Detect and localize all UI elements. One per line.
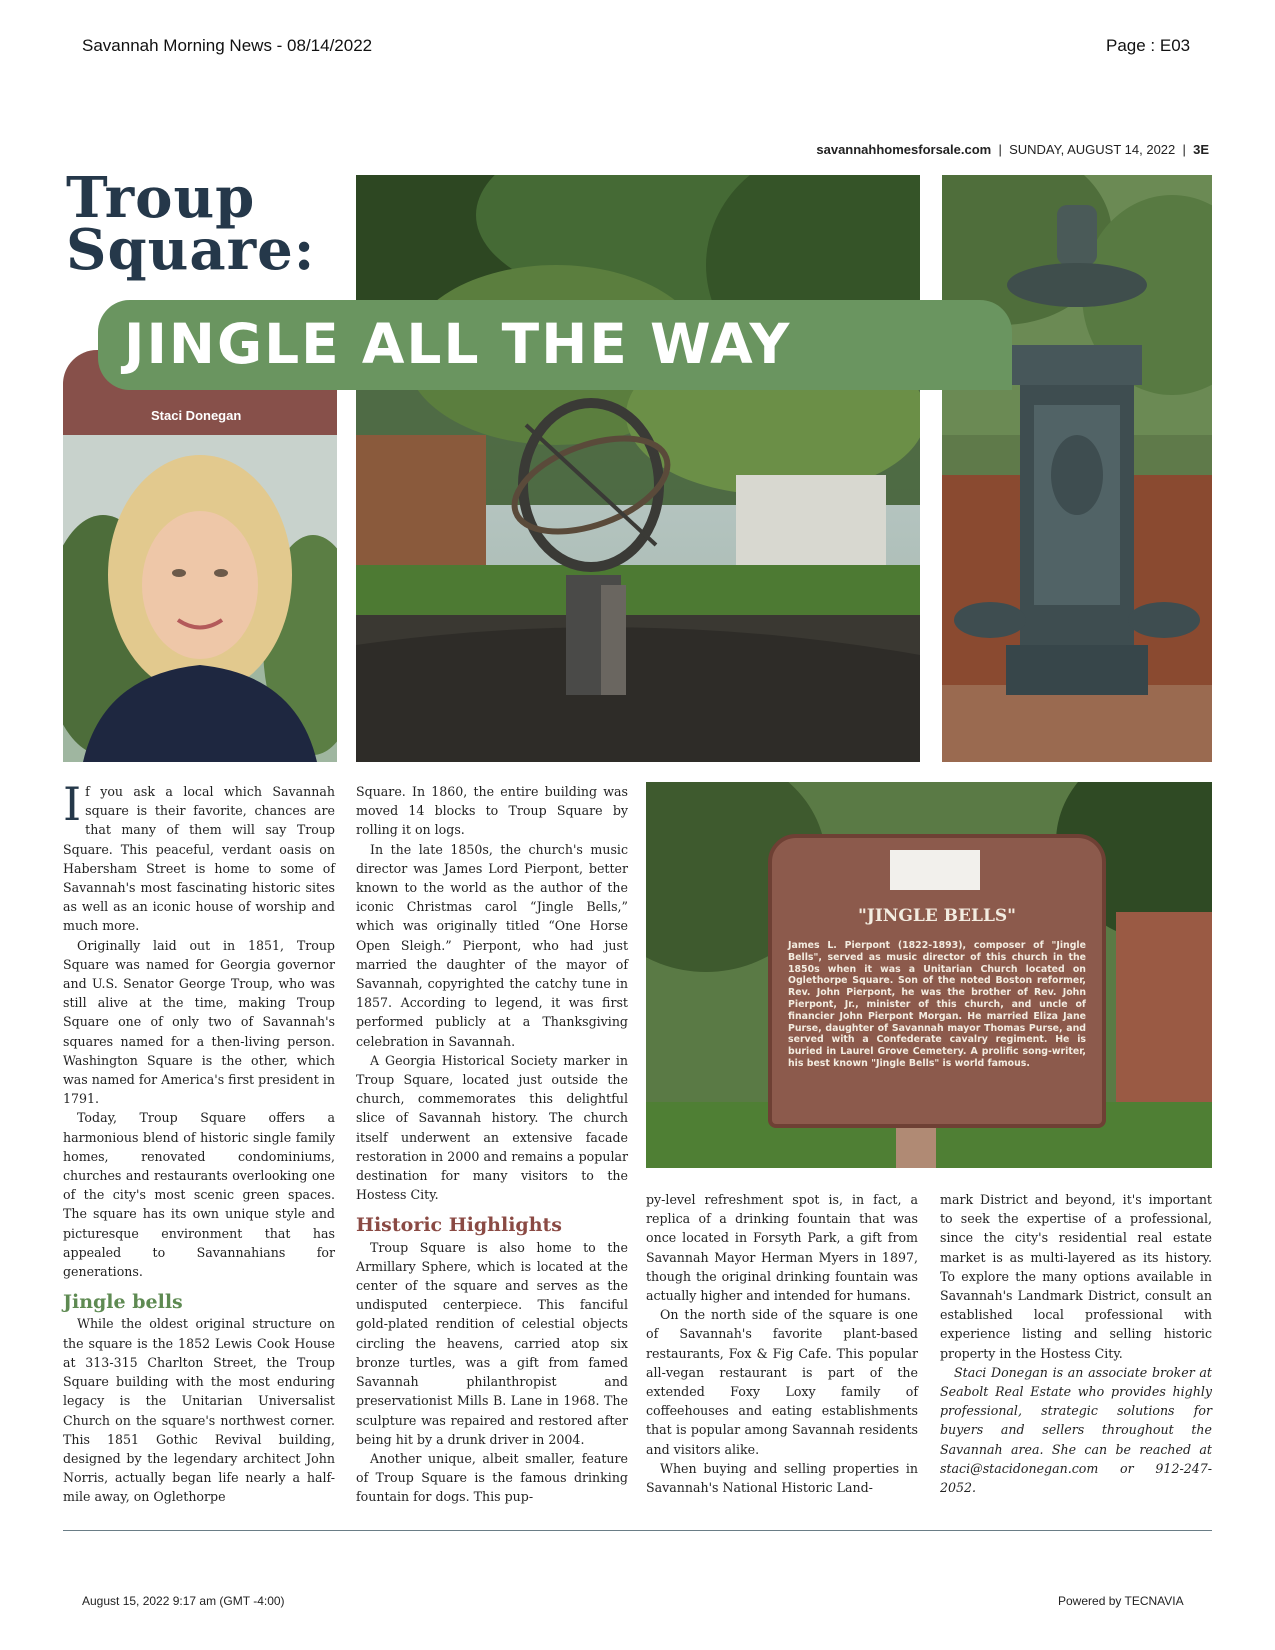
marker-sleigh-image <box>890 850 980 890</box>
paragraph-11: On the north side of the square is one of Savannah's favorite plant-based restaurants, Fox & Fig Cafe. This popular all-vegan restaurant is part of the extended Foxy Loxy family of coffeehouses and eating establishments that is popular among Savannah residents and visitors alike. <box>646 1307 918 1457</box>
headline-line1: Troup <box>66 165 256 231</box>
topline-site: savannahhomesforsale.com <box>816 142 992 157</box>
article-column-4 <box>940 1190 1212 1497</box>
paragraph-8: Troup Square is also home to the Armillary Sphere, which is located at the center of the square and serves as the undisputed centerpiece. This fanciful gold-plated rendition of celestial objects circling the heavens, carried atop six bronze turtles, was a gift from famed Savannah philanthropist and preservationist Mills B. Lane in 1968. The sculpture was repaired and restored after being hit by a drunk driver in 2004. <box>356 1239 628 1447</box>
headline-banner <box>98 300 1012 390</box>
paragraph-6: In the late 1850s, the church's music director was James Lord Pierpont, better known to the world as the author of the iconic Christmas carol “Jingle Bells,” which was originally titled “One Horse Open Sleigh.” Pierpont, who had just married the daughter of the mayor of Savannah, copyrighted the catchy tune in 1857. According to legend, it was first performed publicly at a Thanksgiving celebration in Savannah. <box>356 841 628 1049</box>
paragraph-10: py-level refreshment spot is, in fact, a replica of a drinking fountain that was once located in Forsyth Park, a gift from Savannah Mayor Herman Myers in 1897, though the original drinking fountain was actually higher and intended for humans. <box>646 1192 918 1304</box>
photo-armillary-sphere <box>356 175 920 762</box>
marker-plaque <box>768 834 1106 1128</box>
headline-banner-text: JINGLE ALL THE WAY <box>124 312 792 376</box>
paragraph-5: Square. In 1860, the entire building was moved 14 blocks to Troup Square by rolling it on logs. <box>356 784 628 838</box>
footer-powered-by: Powered by TECNAVIA <box>1058 1594 1184 1608</box>
paragraph-2: Originally laid out in 1851, Troup Square was named for Georgia governor and U.S. Senator George Troup, who was still alive at the time, making Troup Square one of only two of Savannah's squares named for a then-living person. Washington Square is the other, which was named for America's first president in 1791. <box>63 937 335 1107</box>
armillary-sphere-illustration <box>356 175 920 762</box>
marker-text: James L. Pierpont (1822-1893), composer of "Jingle Bells", served as music director of this church in the 1850s when it was a Unitarian Church located on Oglethorpe Square. Son of the noted Boston reformer, Rev. John Pierpont, he was the brother of Rev. John Pierpont, Jr., minister of this church, and uncle of financier John Pierpont Morgan. He married Eliza Jane Purse, daughter of Savannah mayor Thomas Purse, and served with a Confederate cavalry regiment. He is buried in Laurel Grove Cemetery. A prolific song-writer, his best known "Jingle Bells" is world famous. <box>788 940 1086 1069</box>
author-bio: Staci Donegan is an associate broker at Seabolt Real Estate who provides highly professional, strategic solutions for buyers and sellers throughout the Savannah area. She can be reached at staci@stacidonegan.com or 912-247-2052. <box>940 1364 1212 1496</box>
subhead-historic-highlights: Historic Highlights <box>356 1214 563 1237</box>
byline-author: Staci Donegan <box>151 408 242 423</box>
topline-date: SUNDAY, AUGUST 14, 2022 <box>1009 142 1176 157</box>
dropcap: I <box>63 777 82 831</box>
paragraph-7: A Georgia Historical Society marker in Troup Square, located just outside the church, commemorates this delightful slice of Savannah history. The church itself underwent an extensive facade restoration in 2000 and remains a popular destination for many visitors to the Hostess City. <box>356 1052 628 1203</box>
footer-timestamp: August 15, 2022 9:17 am (GMT -4:00) <box>82 1594 285 1608</box>
photo-drinking-fountain <box>942 175 1212 762</box>
article-column-2 <box>356 782 628 1507</box>
paragraph-4: While the oldest original structure on the square is the 1852 Lewis Cook House at 313-315 Charlton Street, the Troup Square building with the most enduring legacy is the Unitarian Universalist Church on the square's northwest corner. This 1851 Gothic Revival building, designed by the legendary architect John Norris, actually began life nearly a half-mile away, on Oglethorpe <box>63 1316 335 1505</box>
headline-line2: Square: <box>66 217 316 283</box>
paragraph-1: f you ask a local which Savannah square is their favorite, chances are that many of them will say Troup Square. This peaceful, verdant oasis on Habersham Street is home to some of Savannah's most fascinating historic sites as well as an iconic house of worship and much more. <box>63 784 335 934</box>
paragraph-3: Today, Troup Square offers a harmonious blend of historic single family homes, renovated condominiums, churches and restaurants overlooking one of the city's most scenic green spaces. The square has its own unique style and picturesque environment that has appealed to Savannahians for generations. <box>63 1110 335 1280</box>
marker-heading: "JINGLE BELLS" <box>857 906 1017 926</box>
header-publication: Savannah Morning News - 08/14/2022 <box>82 36 373 55</box>
header-page-number: Page : E03 <box>1106 36 1191 55</box>
photo-jingle-bells-marker <box>646 782 1212 1168</box>
author-portrait <box>63 435 337 762</box>
topline: savannahhomesforsale.com | SUNDAY, AUGUST 14, 2022 | 3E <box>816 142 1209 157</box>
paragraph-13: mark District and beyond, it's important to seek the expertise of a professional, since the city's residential real estate market is as multi-layered as its history. To explore the many options available in Savannah's Landmark District, consult an established local professional with experience listing and selling historic property in the Hostess City. <box>940 1192 1212 1361</box>
article-column-1 <box>63 777 335 1507</box>
paragraph-12: When buying and selling properties in Savannah's National Historic Land- <box>646 1460 918 1496</box>
author-portrait-illustration <box>63 435 337 762</box>
article-column-3 <box>646 1190 918 1497</box>
paragraph-9: Another unique, albeit smaller, feature of Troup Square is the famous drinking fountain for dogs. This pup- <box>356 1450 628 1505</box>
subhead-jingle-bells: Jingle bells <box>63 1291 183 1314</box>
drinking-fountain-illustration <box>942 175 1212 762</box>
topline-page: 3E <box>1193 142 1209 157</box>
bottom-rule <box>63 1530 1212 1531</box>
